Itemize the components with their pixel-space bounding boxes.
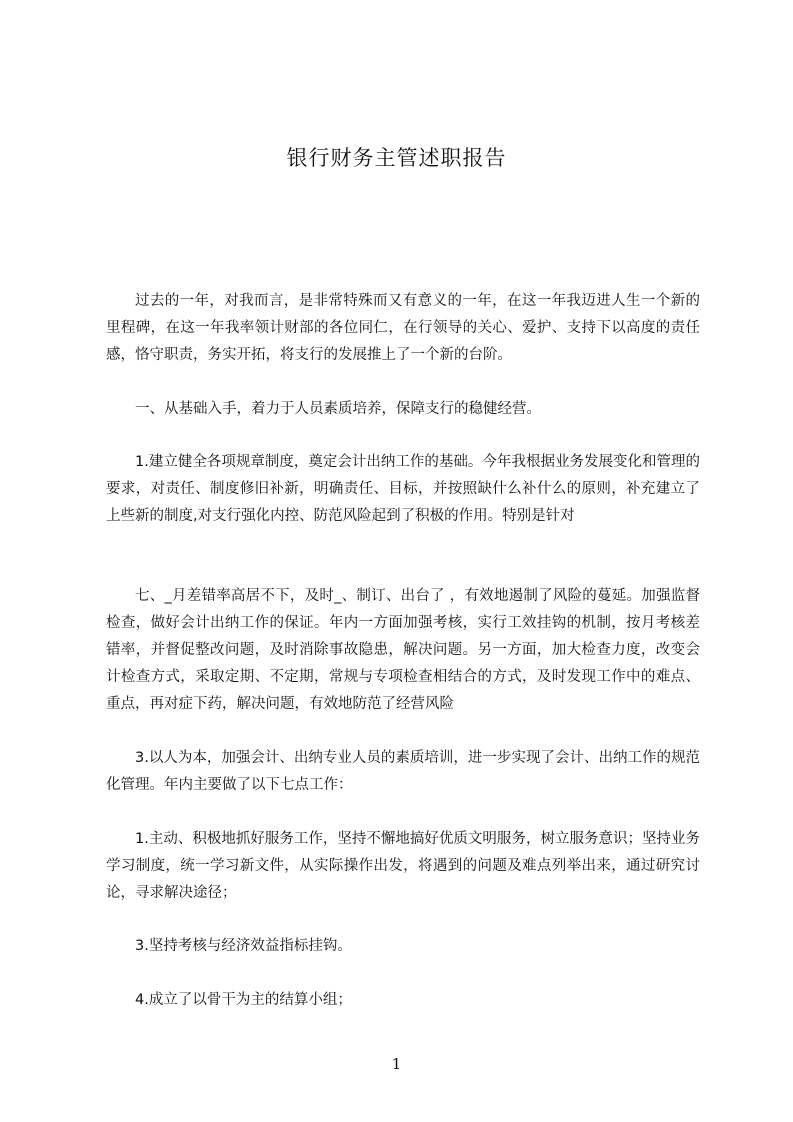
paragraph-rules: 1.建立健全各项规章制度，奠定会计出纳工作的基础。今年我根据业务发展变化和管理的要求，对责任、制度修旧补新，明确责任、目标，并按照缺什么补什么的原则，补充建立了上些新的制度,对支行强化内控、防范风险起到了积极的作用。特别是针对 — [106, 454, 700, 524]
document-title: 银行财务主管述职报告 — [286, 146, 507, 170]
paragraph-assessment: 3.坚持考核与经济效益指标挂钩。 — [135, 938, 352, 954]
paragraph-settlement-group: 4.成立了以骨干为主的结算小组； — [135, 992, 352, 1008]
paragraph-intro: 过去的一年，对我而言，是非常特殊而又有意义的一年，在这一年我迈进人生一个新的里程碑，在这一年我率领计财部的各位同仁，在行领导的关心、爱护、支持下以高度的责任感，恪守职责，务实开拓，将支行的发展推上了一个新的台阶。 — [106, 293, 700, 363]
page-number: 1 — [391, 1055, 402, 1073]
paragraph-service: 1.主动、积极地抓好服务工作，坚持不懈地搞好优质文明服务，树立服务意识；坚持业务学习制度，统一学习新文件，从实际操作出发，将遇到的问题及难点列举出来，通过研究讨论，寻求解决途径； — [106, 831, 700, 901]
section-heading-1: 一、从基础入手，着力于人员素质培养，保障支行的稳健经营。 — [135, 401, 541, 417]
paragraph-training: 3.以人为本，加强会计、出纳专业人员的素质培训，进一步实现了会计、出纳工作的规范化管理。年内主要做了以下七点工作： — [106, 750, 700, 793]
paragraph-error-rate: 七、_月差错率高居不下，及时_、制订、出台了 ，有效地遏制了风险的蔓延。加强监督检查，做好会计出纳工作的保证。年内一方面加强考核，实行工效挂钩的机制，按月考核差错率，并督促整改问题，及时消除事故隐患，解决问题。另一方面，加大检查力度，改变会计检查方式，采取定期、不定期，常规与专项检查相结合的方式，及时发现工作中的难点、重点，再对症下药，解决问题，有效地防范了经营风险 — [106, 588, 700, 712]
